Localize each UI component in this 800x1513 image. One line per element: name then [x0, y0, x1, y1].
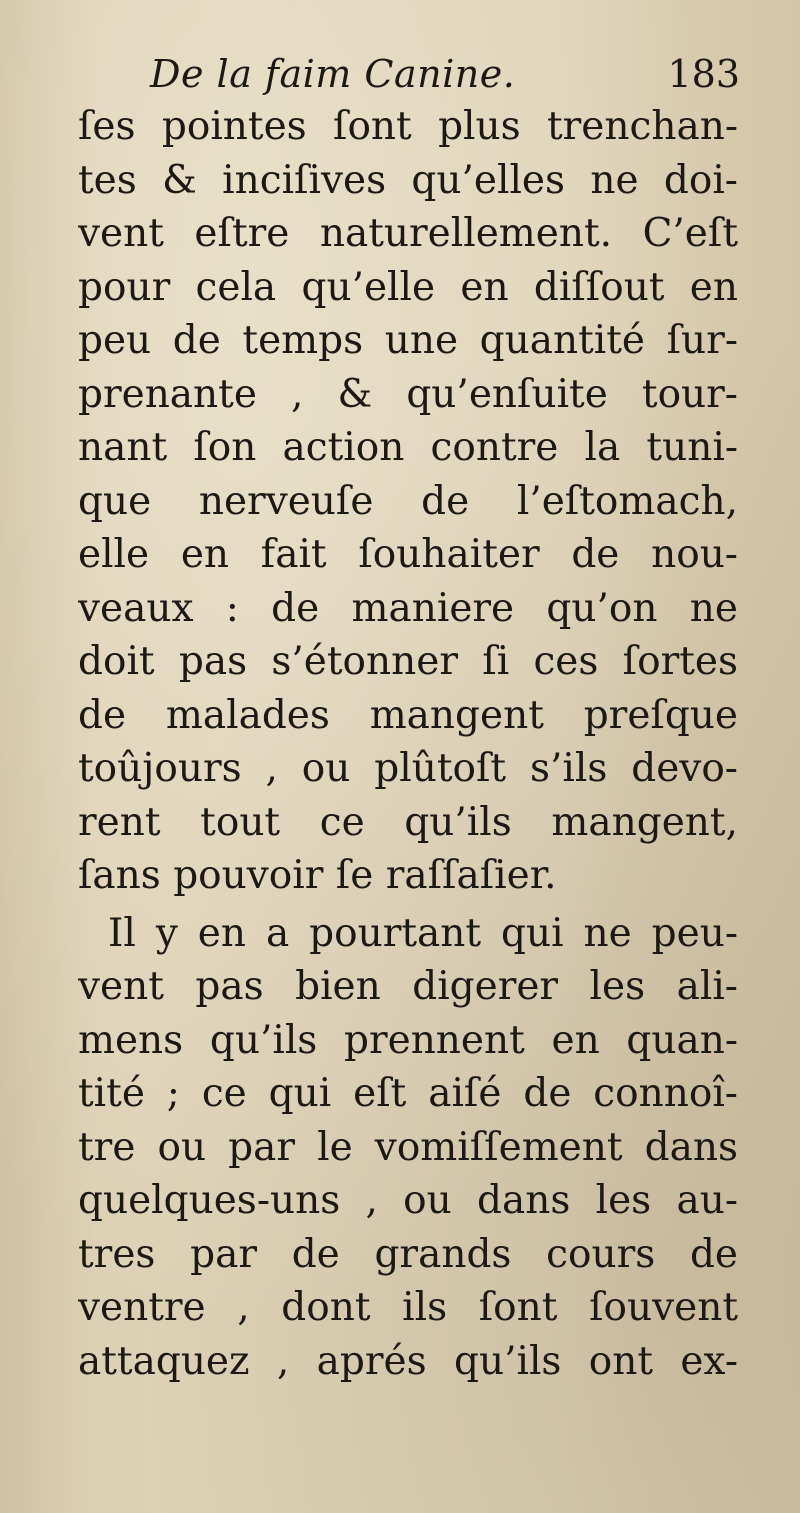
- text-line: toûjours , ou plûtoſt s’ils devo-: [78, 746, 738, 791]
- paragraph-2: [78, 907, 738, 1389]
- text-line: veaux : de maniere qu’on ne: [78, 585, 738, 631]
- page-number: 183: [667, 52, 740, 96]
- text-line: vent eſtre naturellement. C’eſt: [78, 211, 738, 256]
- text-line: rent tout ce qu’ils mangent,: [78, 799, 738, 845]
- text-line: quelques-uns , ou dans les au-: [78, 1178, 738, 1223]
- body-text: [78, 100, 738, 1388]
- text-line: prenante , & qu’enſuite tour-: [78, 371, 738, 417]
- text-line: mens qu’ils prennent en quan-: [78, 1017, 738, 1063]
- text-line: ſans pouvoir ſe raſſaſier.: [78, 853, 557, 898]
- text-line: attaquez , aprés qu’ils ont ex-: [78, 1338, 738, 1384]
- text-line: tes & inciſives qu’elles ne doi-: [78, 157, 738, 203]
- text-line: tité ; ce qui eſt aiſé de connoî-: [78, 1071, 738, 1116]
- text-line: vent pas bien digerer les ali-: [78, 964, 738, 1009]
- text-line: elle en fait ſouhaiter de nou-: [78, 532, 738, 577]
- running-title: De la faim Canine.: [150, 52, 516, 96]
- text-line: ſes pointes ſont plus trenchan-: [78, 104, 738, 149]
- text-line: pour cela qu’elle en diſſout en: [78, 264, 738, 310]
- text-line: que nerveuſe de l’eſtomach,: [78, 478, 738, 524]
- text-line: tre ou par le vomiſſement dans: [78, 1124, 738, 1170]
- text-line: ventre , dont ils ſont ſouvent: [78, 1285, 738, 1330]
- text-line: Il y en a pourtant qui ne peu-: [108, 910, 738, 956]
- text-line: de malades mangent preſque: [78, 692, 738, 738]
- text-line: nant ſon action contre la tuni-: [78, 425, 738, 470]
- paragraph-1: [78, 100, 738, 903]
- text-line: doit pas s’étonner ſi ces ſortes: [78, 639, 738, 684]
- text-line: peu de temps une quantité ſur-: [78, 318, 738, 363]
- text-line: tres par de grands cours de: [78, 1231, 738, 1277]
